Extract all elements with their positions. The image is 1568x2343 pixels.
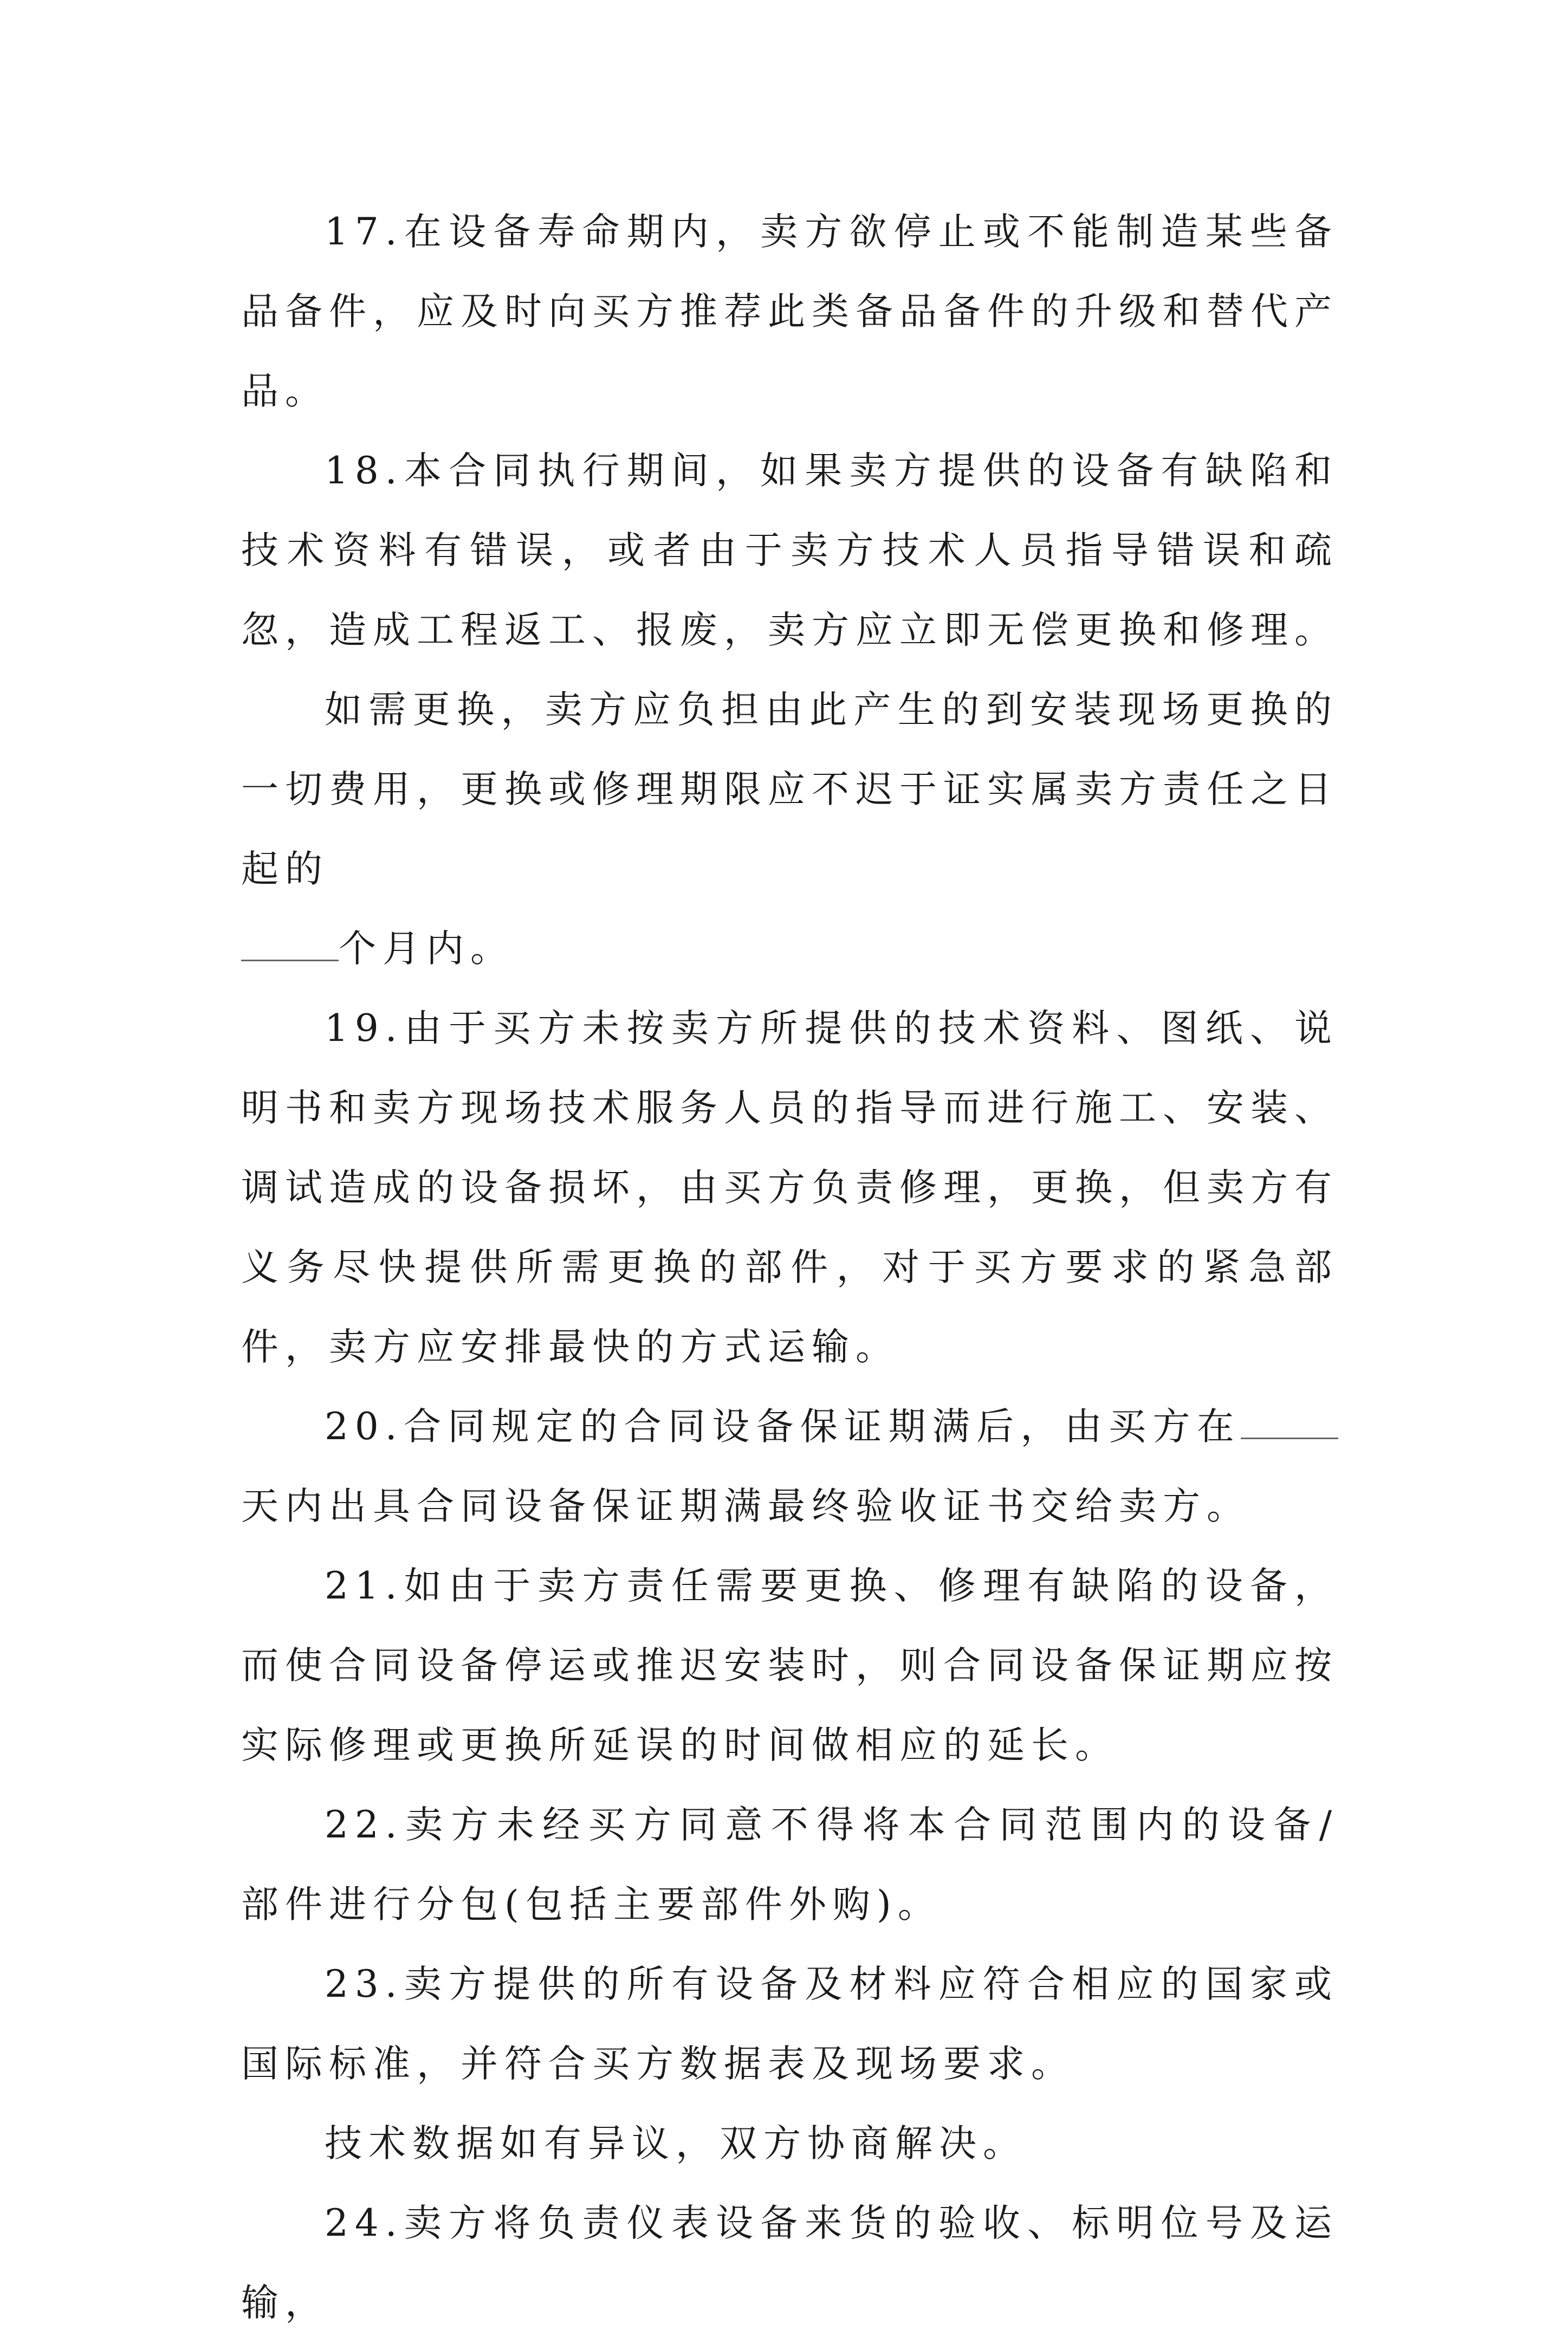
- paragraph-18-deadline: [241, 909, 1338, 989]
- paragraph-18: 18.本合同执行期间，如果卖方提供的设备有缺陷和技术资料有错误，或者由于卖方技术人员指导错误和疏忽，造成工程返工、报废，卖方应立即无偿更换和修理。: [241, 449, 1338, 652]
- paragraph-20-start: 20.合同规定的合同设备保证期满后，由买方在: [325, 1405, 1241, 1448]
- paragraph-18-replacement: 如需更换，卖方应负担由此产生的到安装现场更换的一切费用，更换或修理期限应不迟于证实属卖方责任之日起的: [241, 688, 1338, 891]
- fill-in-blank-days[interactable]: [1241, 1405, 1338, 1439]
- paragraph-21: 21.如由于卖方责任需要更换、修理有缺陷的设备，而使合同设备停运或推迟安装时，则合同设备保证期应按实际修理或更换所延误的时间做相应的延长。: [241, 1564, 1338, 1767]
- paragraph-22: 22.卖方未经买方同意不得将本合同范围内的设备/部件进行分包(包括主要部件外购)。: [241, 1803, 1338, 1926]
- paragraph-20: [241, 1387, 1338, 1546]
- paragraph-24: 24.卖方将负责仪表设备来货的验收、标明位号及运输，: [241, 2202, 1338, 2325]
- paragraph-17: 17.在设备寿命期内，卖方欲停止或不能制造某些备品备件，应及时向买方推荐此类备品备件的升级和替代产品。: [241, 210, 1338, 413]
- paragraph-20-end: 天内出具合同设备保证期满最终验收证书交给卖方。: [241, 1485, 1250, 1528]
- fill-in-blank-months[interactable]: [241, 927, 339, 961]
- paragraph-19: 19.由于买方未按卖方所提供的技术资料、图纸、说明书和卖方现场技术服务人员的指导而进行施工、安装、调试造成的设备损坏，由买方负责修理，更换，但卖方有义务尽快提供所需更换的部件，对于买方要求的紧急部件，卖方应安排最快的方式运输。: [241, 1007, 1338, 1369]
- paragraph-23-dispute: 技术数据如有异议，双方协商解决。: [325, 2122, 1027, 2165]
- deadline-text: 个月内。: [339, 927, 514, 970]
- paragraph-23: 23.卖方提供的所有设备及材料应符合相应的国家或国际标准，并符合买方数据表及现场要求。: [241, 1963, 1338, 2086]
- document-body: [241, 192, 1338, 2343]
